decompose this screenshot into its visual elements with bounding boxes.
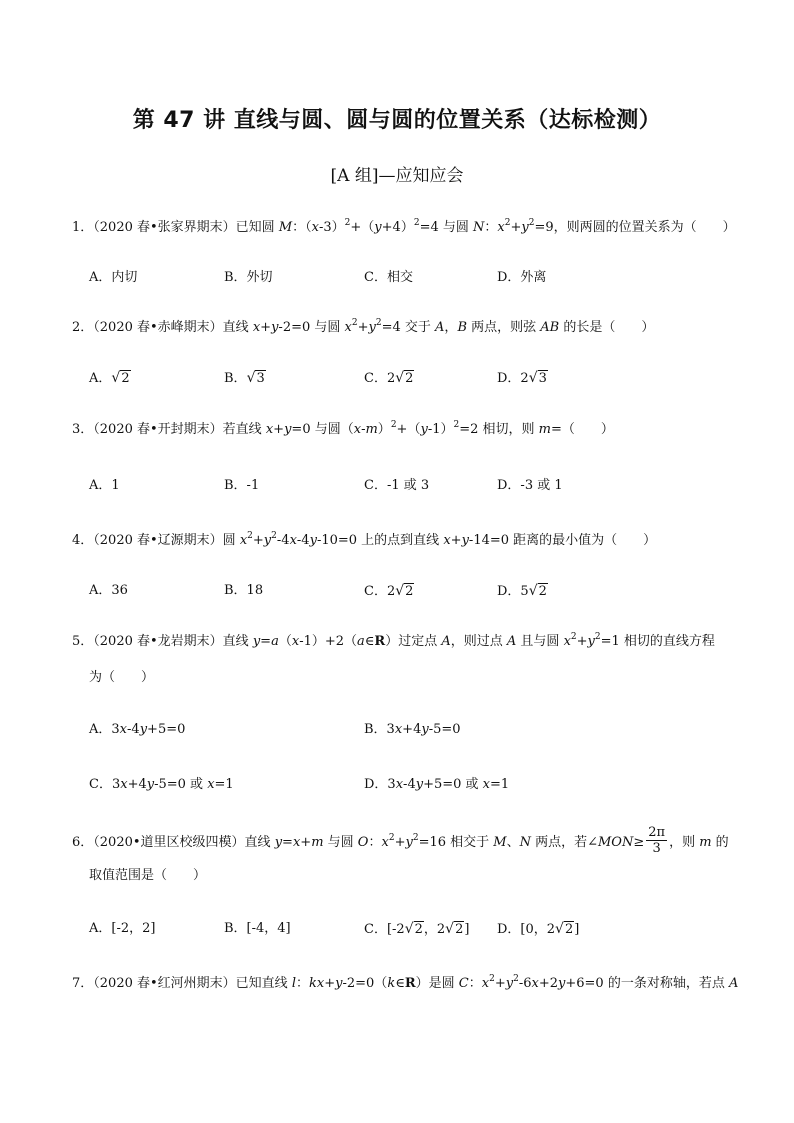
options-6: [89, 917, 729, 941]
option-b: B．√3: [224, 370, 265, 386]
section-subtitle: [A 组]—应知应会: [330, 166, 464, 186]
question-3: 3．（2020 春•开封期末）若直线 x+y=0 与圆$(x-m)^2+(y-1)^2=2$ 相切，则 m=（ ）: [72, 420, 614, 437]
question-4: 4．（2020 春•辽源期末）圆 $x^2+y^2-4x-4y-10=0$ 上的点到直线 x+y-14=0 距离的最小值为（ ）: [72, 531, 657, 548]
page-title: 第 47 讲 直线与圆、圆与圆的位置关系（达标检测）: [132, 108, 662, 133]
option-d: D．3x-4y+5=0 或 x=1: [364, 777, 510, 792]
options-5a: [89, 718, 729, 742]
option-a: A．内切: [89, 270, 138, 285]
options-5b: [89, 773, 729, 797]
question-number: 3．: [72, 422, 94, 437]
options-3: [89, 474, 729, 498]
option-b: B．3x+4y-5=0: [364, 722, 461, 737]
option-d: D．-3 或 1: [497, 478, 563, 493]
option-c: C．-1 或 3: [364, 478, 430, 493]
option-c: C．[-2√2，2√2]: [364, 921, 470, 937]
option-d: D．2√3: [497, 370, 547, 386]
question-source: （2020 春•开封期末）: [93, 422, 223, 437]
option-d: D．[0，2√2]: [497, 921, 580, 937]
option-c: C．2√2: [364, 583, 414, 599]
option-a: A．3x-4y+5=0: [89, 722, 186, 737]
question-source: （2020•道里区校级四模）: [93, 835, 245, 850]
question-5: 5．（2020 春•龙岩期末）直线 y=a（x-1）+2（a∈R）过定点 A，则过点 A 且与圆 $x^2+y^2=1$ 相切的直线方程 为（ ）: [72, 632, 715, 685]
option-c: C．2√2: [364, 370, 414, 386]
option-d: D．5√2: [497, 583, 547, 599]
question-source: （2020 春•辽源期末）: [93, 533, 223, 548]
question-2: 2．（2020 春•赤峰期末）直线 x+y-2=0 与圆 $x^2+y^2=4$ 交于 A，B 两点，则弦 AB 的长是（ ）: [72, 318, 655, 335]
question-number: 1．: [72, 220, 94, 235]
question-number: 6．: [72, 835, 94, 850]
option-b: B．外切: [224, 270, 273, 285]
question-number: 7．: [72, 976, 94, 991]
question-source: （2020 春•红河州期末）: [93, 976, 236, 991]
question-source: （2020 春•龙岩期末）: [93, 634, 223, 649]
question-7: 7．（2020 春•红河州期末）已知直线 l：kx+y-2=0（k∈R）是圆 C：$x^2+y^2-6x+2y+6=0$ 的一条对称轴，若点 A: [72, 974, 739, 991]
option-a: A．36: [89, 583, 128, 598]
option-a: A．√2: [89, 370, 130, 386]
options-2: [89, 366, 729, 390]
question-number: 5．: [72, 634, 94, 649]
option-d: D．外离: [497, 270, 547, 285]
question-1: 1．（2020 春•张家界期末）已知圆 M：$(x-3)^2+(y+4)^2=4$ 与圆 N：$x^2+y^2=9$，则两圆的位置关系为（ ）: [72, 218, 736, 235]
question-number: 2．: [72, 320, 94, 335]
options-4: [89, 579, 729, 603]
option-b: B．[-4，4]: [224, 921, 291, 936]
question-number: 4．: [72, 533, 94, 548]
question-source: （2020 春•张家界期末）: [93, 220, 236, 235]
option-a: A．[-2，2]: [89, 921, 156, 936]
option-a: A．1: [89, 478, 120, 493]
options-1: [89, 266, 729, 290]
option-b: B．-1: [224, 478, 260, 493]
question-6: 6．（2020•道里区校级四模）直线 y=x+m 与圆 O：$x^2+y^2=16$ 相交于 M、N 两点，若∠MON≥ $\frac{2\pi}{3}$ ，则 m 的 取值范围是（ ）: [72, 825, 729, 883]
option-b: B．18: [224, 583, 264, 598]
option-c: C．3x+4y-5=0 或 x=1: [89, 777, 234, 792]
question-source: （2020 春•赤峰期末）: [93, 320, 223, 335]
option-c: C．相交: [364, 270, 413, 285]
